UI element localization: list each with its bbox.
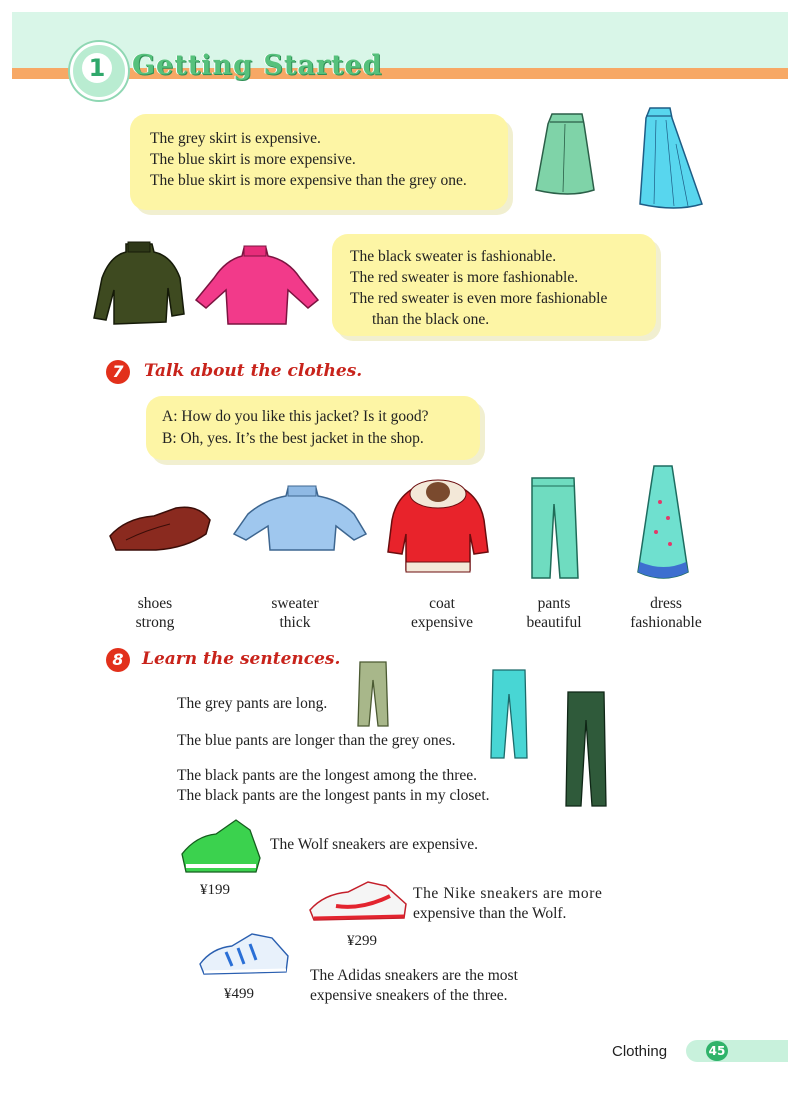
bubble-line: The blue skirt is more expensive than the grey one. — [150, 172, 467, 189]
unit-number: 1 — [82, 53, 112, 83]
blue-pants-illustration — [487, 668, 531, 760]
caption-dress — [611, 594, 721, 632]
grey-skirt-illustration — [530, 110, 600, 200]
bubble-line: The red sweater is more fashionable. — [350, 269, 579, 286]
dress-illustration — [630, 462, 696, 586]
nike-price: ¥299 — [347, 933, 377, 949]
footer-chapter-label: Clothing — [612, 1043, 668, 1060]
item-name: shoes — [137, 595, 173, 612]
bubble-line: The black sweater is fashionable. — [350, 248, 557, 265]
wolf-sentence: The Wolf sneakers are expensive. — [270, 836, 479, 853]
adidas-price: ¥499 — [224, 986, 254, 1002]
caption-coat — [387, 594, 497, 632]
item-adjective: fashionable — [630, 614, 702, 631]
item-name: coat — [429, 595, 455, 612]
pants-sentence: The grey pants are long. — [177, 695, 328, 712]
sweater-illustration — [230, 484, 370, 554]
pants-illustration — [522, 474, 586, 582]
nike-sentence: expensive than the Wolf. — [413, 905, 567, 922]
section-8-heading: Learn the sentences. — [142, 649, 341, 669]
grey-pants-illustration — [354, 660, 392, 728]
item-name: pants — [537, 595, 571, 612]
adidas-sentence: expensive sneakers of the three. — [310, 987, 508, 1004]
item-adjective: strong — [135, 614, 175, 631]
caption-sweater — [240, 594, 350, 632]
item-name: sweater — [271, 595, 319, 612]
page-title: Getting Started — [132, 50, 383, 81]
bubble-line: The red sweater is even more fashionable — [350, 290, 608, 307]
footer-tab — [686, 1040, 788, 1062]
item-adjective: beautiful — [526, 614, 582, 631]
skirts-speech-bubble — [130, 114, 508, 210]
sweaters-speech-bubble — [332, 234, 656, 336]
caption-pants — [499, 594, 609, 632]
shoes-illustration — [106, 500, 214, 556]
item-name: dress — [650, 595, 682, 612]
wolf-price: ¥199 — [200, 882, 230, 898]
adidas-sneakers-illustration — [196, 926, 292, 980]
black-sweater-illustration — [92, 238, 188, 334]
wolf-sneakers-illustration — [176, 814, 266, 880]
nike-sneakers-illustration — [306, 876, 410, 926]
page-number: 45 — [706, 1041, 728, 1061]
pants-sentence: The blue pants are longer than the grey ones. — [177, 732, 456, 749]
blue-skirt-illustration — [636, 104, 708, 212]
coat-illustration — [384, 474, 492, 578]
dialogue-line: B: Oh, yes. It’s the best jacket in the shop. — [162, 430, 424, 447]
section-7-number: 7 — [106, 360, 130, 384]
pants-sentence: The black pants are the longest pants in my closet. — [177, 787, 490, 804]
bubble-line: The blue skirt is more expensive. — [150, 151, 356, 168]
black-pants-illustration — [562, 690, 610, 808]
dialogue-speech-bubble — [146, 396, 480, 460]
section-8-number: 8 — [106, 648, 130, 672]
adidas-sentence: The Adidas sneakers are the most — [310, 967, 518, 984]
bubble-line: The grey skirt is expensive. — [150, 130, 321, 147]
item-adjective: thick — [279, 614, 311, 631]
caption-shoes — [100, 594, 210, 632]
section-7-heading: Talk about the clothes. — [144, 361, 363, 381]
bubble-line: than the black one. — [372, 311, 490, 328]
header-band — [12, 12, 788, 76]
pants-sentence: The black pants are the longest among the three. — [177, 767, 477, 784]
red-sweater-illustration — [192, 244, 322, 330]
header-rule — [12, 68, 788, 79]
nike-sentence: The Nike sneakers are more — [413, 885, 603, 902]
dialogue-line: A: How do you like this jacket? Is it good? — [162, 408, 429, 425]
item-adjective: expensive — [411, 614, 473, 631]
